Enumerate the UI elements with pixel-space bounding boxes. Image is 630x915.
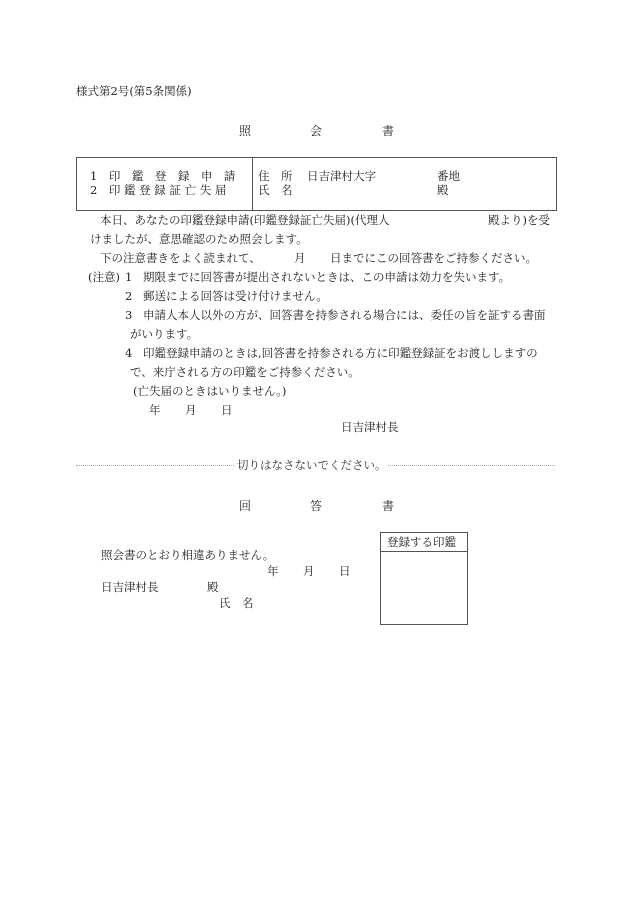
response-date-month: 月	[303, 564, 315, 578]
body-line-1a: 本日、あなたの印鑑登録申請(印鑑登録証亡失届)(代理人	[100, 213, 390, 227]
response-addressee-suffix: 殿	[207, 580, 219, 594]
address-suffix: 番地	[437, 169, 460, 183]
notes-label: (注意)	[88, 270, 120, 284]
note-4-text: 印鑑登録申請のときは,回答書を持参される方に印鑑登録証をお渡ししますの	[143, 346, 538, 360]
name-label: 氏 名	[258, 183, 293, 197]
note-4-num: 4	[125, 346, 133, 360]
response-date-day: 日	[339, 564, 351, 578]
name-suffix: 殿	[437, 183, 449, 197]
address-label: 住 所	[258, 169, 293, 183]
note-4-cont2: (亡失届のときはいりません。)	[133, 384, 287, 398]
cut-line-right	[388, 465, 555, 466]
response-addressee: 日吉津村長	[101, 580, 159, 594]
title-char: 照	[239, 124, 252, 138]
response-date-year: 年	[267, 564, 279, 578]
note-3-text: 申請人本人以外の方が、回答書を持参される場合には、委任の旨を証する書面	[143, 308, 546, 322]
note-3-cont: がいります。	[130, 327, 199, 341]
title-char: 書	[382, 499, 395, 513]
title-char: 回	[239, 499, 252, 513]
body-line-1b: 殿より)を受	[488, 213, 550, 227]
inquiry-date-year: 年	[149, 403, 161, 417]
stamp-box-label: 登録する印鑑	[387, 535, 456, 549]
form-number: 様式第2号(第5条関係)	[76, 84, 192, 98]
application-type-2: 2 印 鑑 登 録 証 亡 失 届	[90, 183, 227, 197]
body-line-3a: 下の注意書きをよく読まれて、	[100, 251, 261, 265]
response-name-label: 氏 名	[219, 596, 254, 610]
body-line-3b: 日までにこの回答書をご持参ください。	[330, 251, 537, 265]
inquiry-date-month: 月	[185, 403, 197, 417]
response-statement: 照会書のとおり相違ありません。	[101, 548, 275, 562]
address-prefix: 日吉津村大字	[307, 169, 376, 183]
title-char: 書	[382, 124, 395, 138]
note-1-num: 1	[125, 270, 133, 284]
note-3-num: 3	[125, 308, 133, 322]
note-2-text: 郵送による回答は受け付けません。	[143, 289, 328, 303]
table-divider	[252, 157, 253, 210]
issuer: 日吉津村長	[341, 420, 399, 434]
application-type-1: 1 印 鑑 登 録 申 請	[90, 169, 236, 183]
body-line-3-month: 月	[294, 251, 306, 265]
title-char: 答	[310, 499, 323, 513]
note-1-text: 期限までに回答書が提出されないときは、この申請は効力を失います。	[143, 270, 511, 284]
note-4-cont: で、来庁される方の印鑑をご持参ください。	[130, 365, 360, 379]
body-line-2: けましたが、意思確認のため照会します。	[90, 232, 308, 246]
cut-line-left	[76, 465, 234, 466]
title-char: 会	[310, 124, 323, 138]
stamp-box-header-line	[380, 551, 467, 552]
cut-line-label: 切りはなさないでください。	[237, 458, 387, 472]
note-2-num: 2	[125, 289, 133, 303]
inquiry-date-day: 日	[221, 403, 233, 417]
